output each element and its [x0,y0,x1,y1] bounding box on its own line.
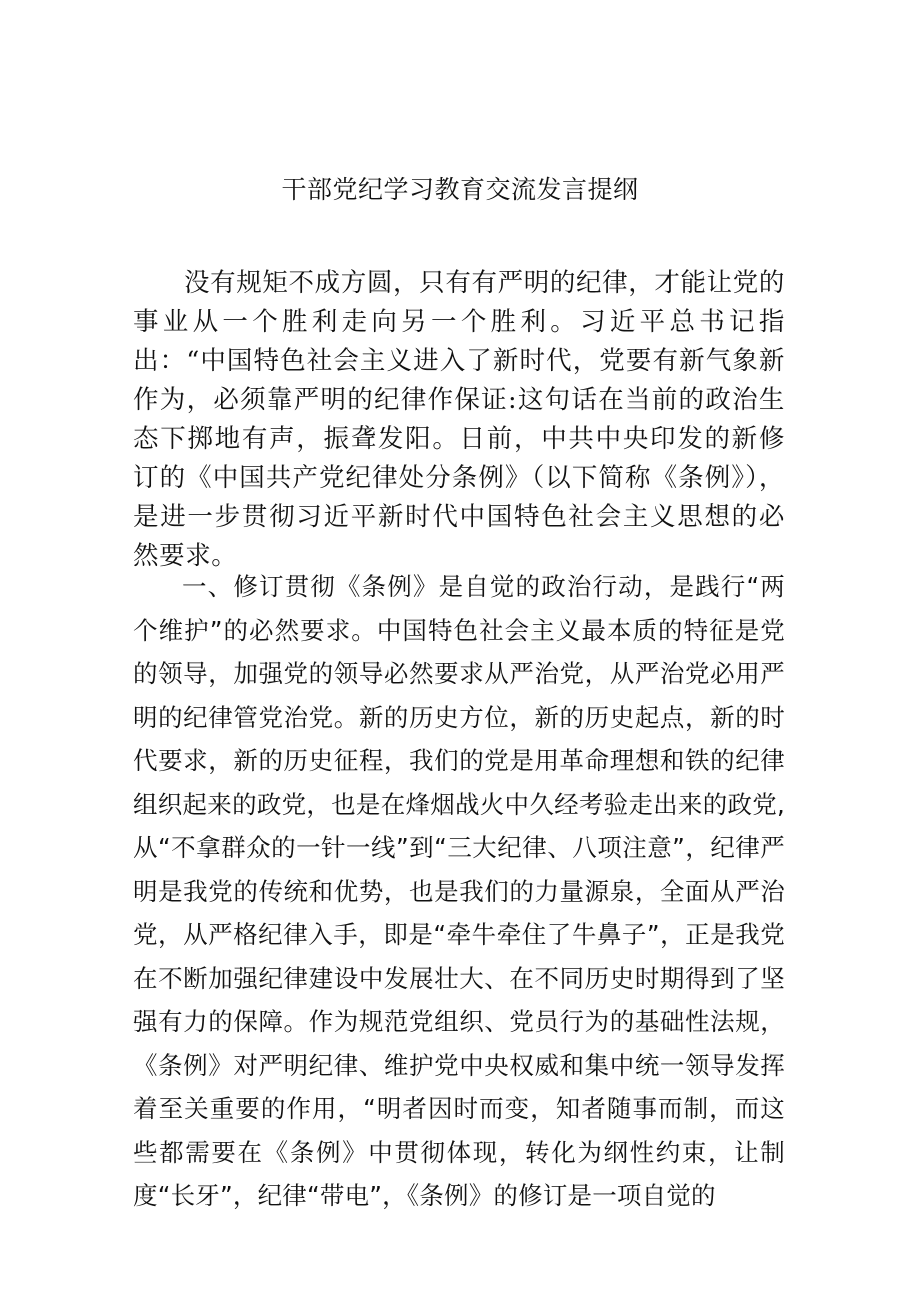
intro-paragraph: 没有规矩不成方圆，只有有严明的纪律，才能让党的事业从一个胜利走向另一个胜利。习近平总书记指出：“中国特色社会主义进入了新时代，党要有新气象新作为，必须靠严明的纪律作保证:这句话在当前的政治生态下掷地有声，振聋发阳。日前，中共中央印发的新修订的《中国共产党纪律处分条例》（以下简称《条例》），是进一步贯彻习近平新时代中国特色社会主义思想的必然要求。 [133,268,785,571]
section-one-paragraph: 一、修订贯彻《条例》是自觉的政治行动，是践行“两个维护”的必然要求。中国特色社会主义最本质的特征是党的领导，加强党的领导必然要求从严治党，从严治党必用严明的纪律管党治党。新的历史方位，新的历史起点，新的时代要求，新的历史征程，我们的党是用革命理想和铁的纪律组织起来的政党，也是在烽烟战火中久经考验走出来的政党,从“不拿群众的一针一线”到“三大纪律、八项注意”，纪律严明是我党的传统和优势，也是我们的力量源泉，全面从严治党，从严格纪律入手，即是“牵牛牵住了牛鼻子”，正是我党在不断加强纪律建设中发展壮大、在不同历史时期得到了坚强有力的保障。作为规范党组织、党员行为的基础性法规，《条例》对严明纪律、维护党中央权威和集中统一领导发挥着至关重要的作用，“明者因时而变，知者随事而制，而这些都需要在《条例》中贯彻体现，转化为纲性约束，让制度“长牙”，纪律“带电”，《条例》的修订是一项自觉的 [133,572,785,1210]
document-title: 干部党纪学习教育交流发言提纲 [281,175,639,204]
